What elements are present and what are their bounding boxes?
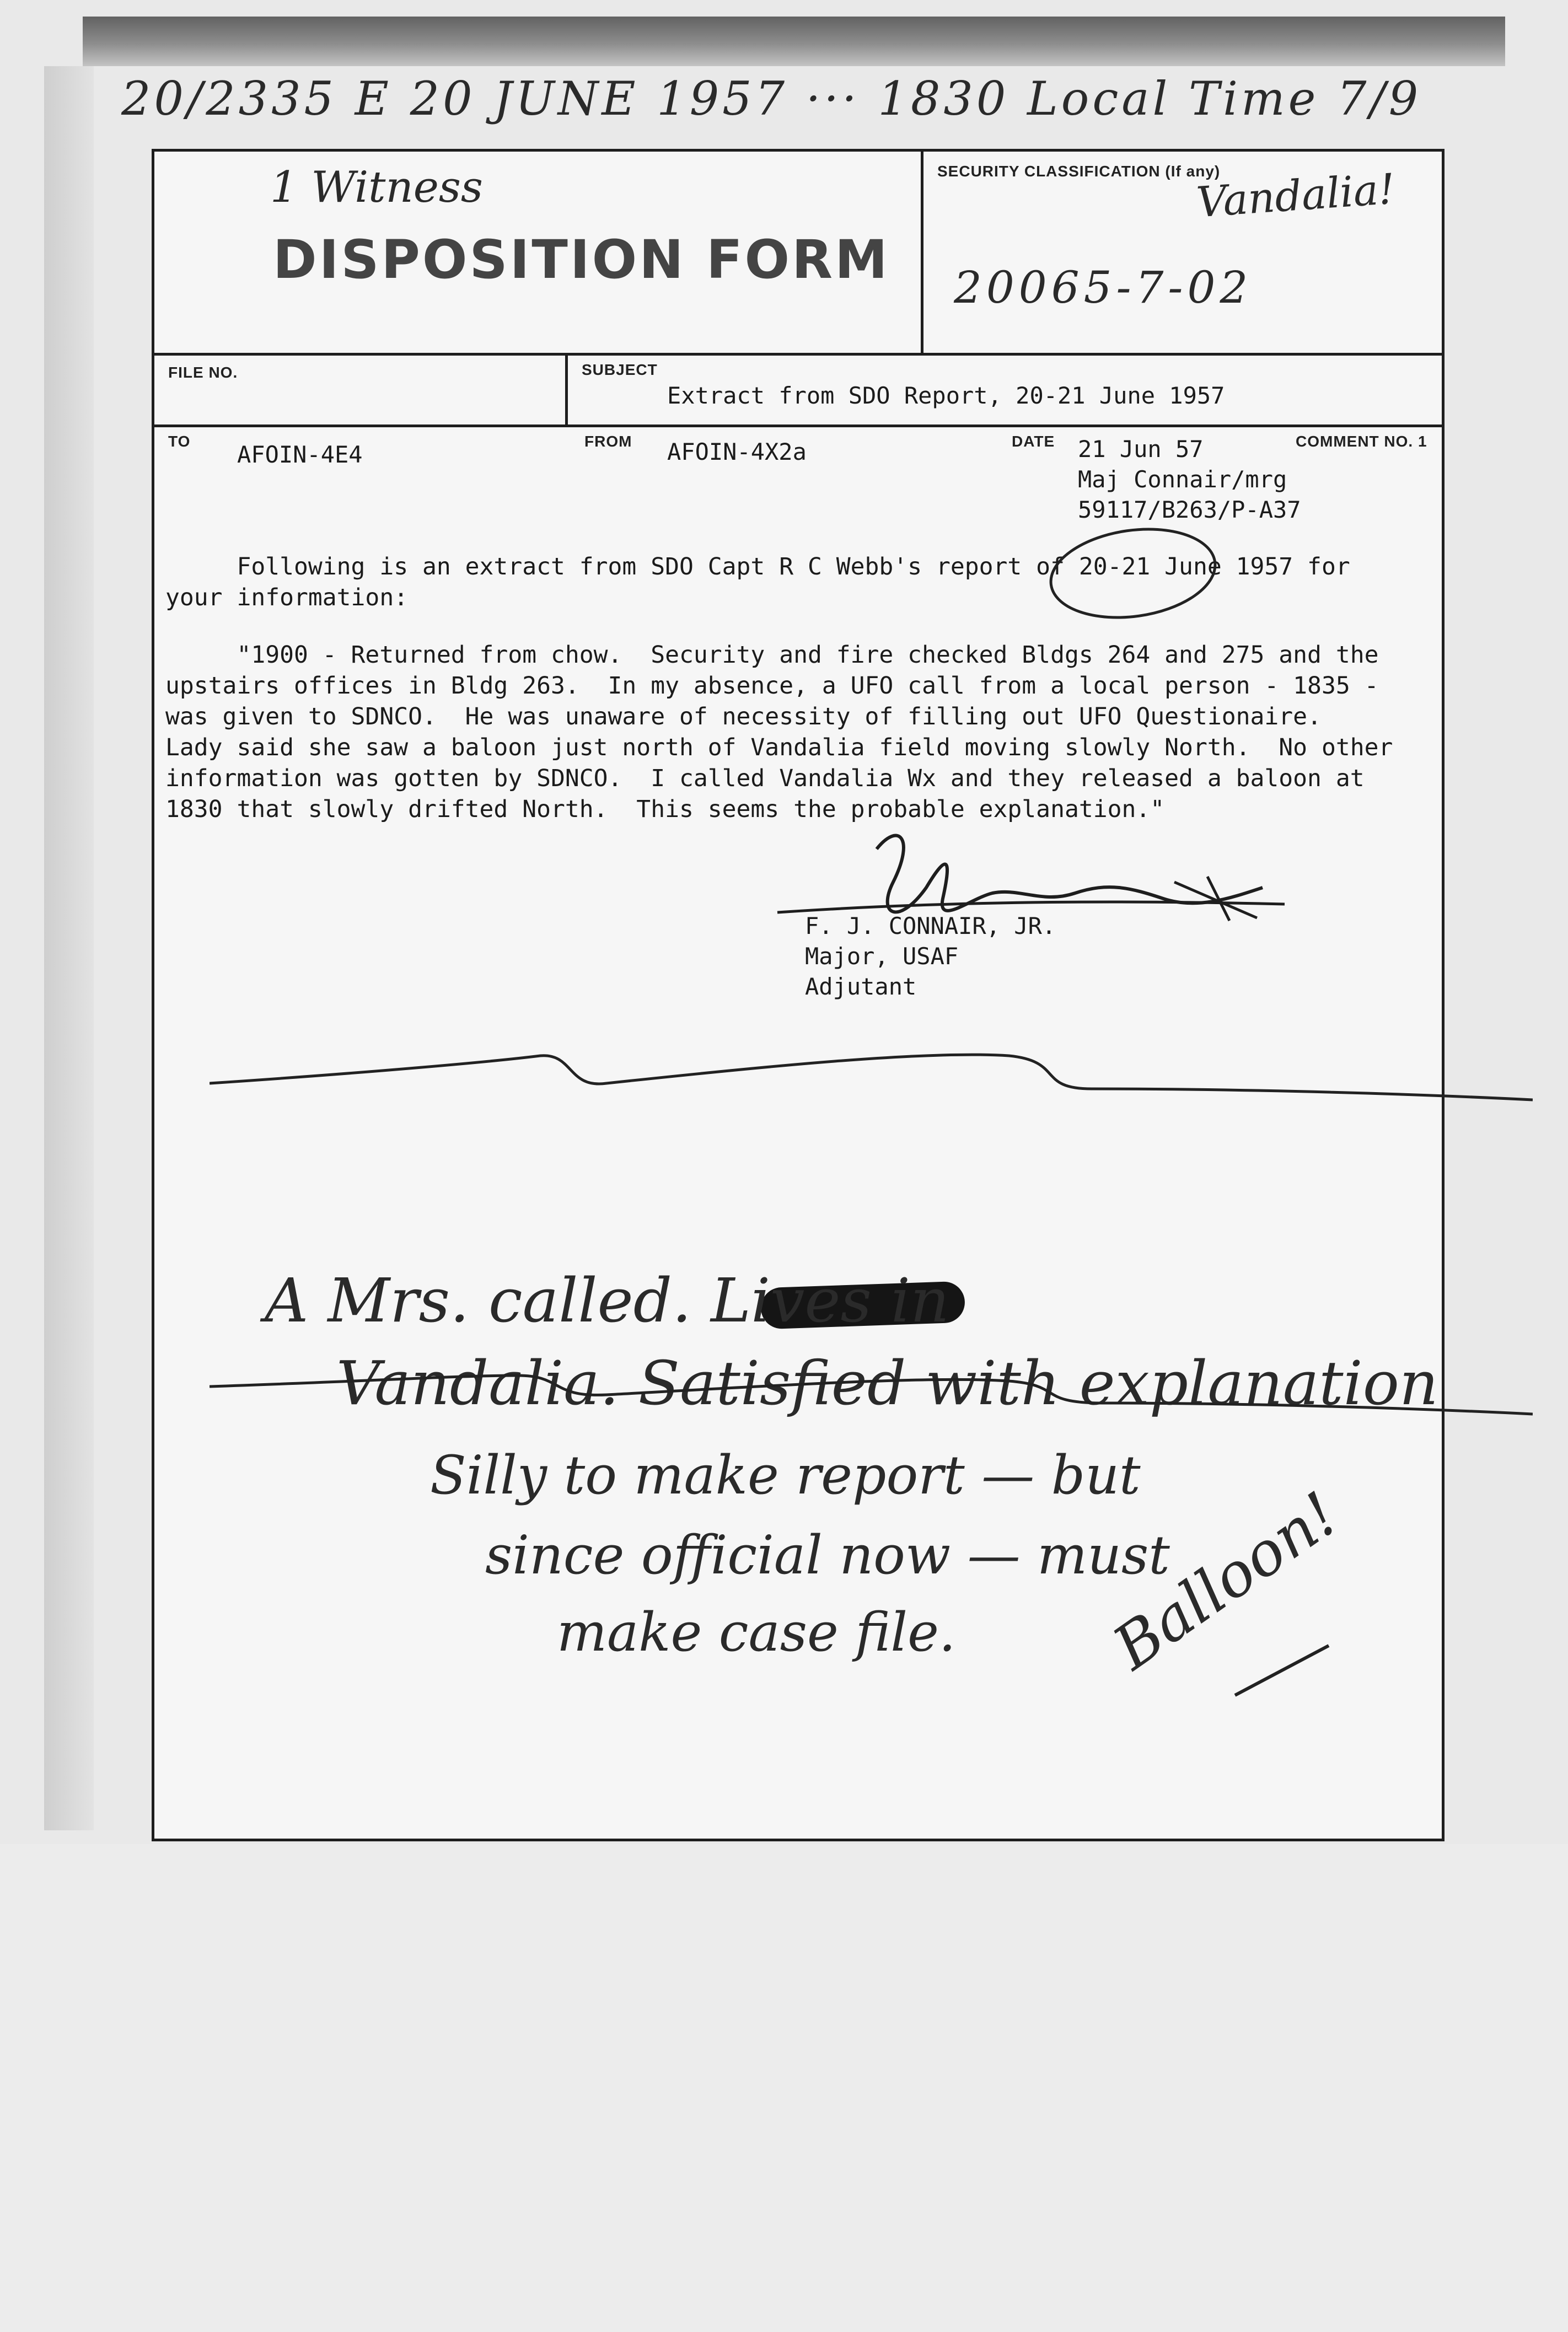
- author-line: Maj Connair/mrg: [1078, 466, 1287, 493]
- rule-1: [154, 353, 1442, 356]
- handwritten-note-line: make case file.: [557, 1602, 956, 1663]
- header-divider: [921, 152, 923, 353]
- witness-note: 1 Witness: [270, 163, 483, 212]
- comment-label: COMMENT NO. 1: [1296, 433, 1427, 450]
- wavy-separator: [210, 1342, 1533, 1420]
- scan-shadow-top: [83, 17, 1505, 66]
- quote-line: was given to SDNCO. He was unaware of necessity of filling out UFO Questionaire.: [165, 703, 1322, 730]
- signature-rank: Major, USAF: [805, 943, 959, 970]
- handwritten-note-line: Silly to make report — but: [430, 1444, 1141, 1506]
- blank-page-area: [0, 1844, 1568, 2332]
- date-value: 21 Jun 57: [1078, 436, 1204, 463]
- date-label: DATE: [1012, 433, 1055, 450]
- rule-2: [154, 425, 1442, 427]
- to-value: AFOIN-4E4: [237, 441, 363, 468]
- security-label: SECURITY CLASSIFICATION (If any): [937, 163, 1221, 180]
- security-handwritten-number: 20065-7-02: [954, 262, 1253, 313]
- handwritten-balloon-note: Balloon!: [1100, 1478, 1351, 1683]
- form-title: DISPOSITION FORM: [273, 229, 890, 291]
- handwritten-top-note: 20/2335 E 20 JUNE 1957 ··· 1830 Local Time 7/9: [121, 72, 1422, 126]
- quote-line: "1900 - Returned from chow. Security and fire checked Bldgs 264 and 275 and the: [165, 641, 1379, 669]
- intro-line-1: Following is an extract from SDO Capt R C Webb's report of 20-21 June 1957 for: [165, 553, 1350, 581]
- security-handwritten-place: Vandalia!: [1195, 164, 1397, 227]
- signature-title: Adjutant: [805, 973, 917, 1000]
- quote-line: upstairs offices in Bldg 263. In my absence, a UFO call from a local person - 1835 -: [165, 672, 1379, 700]
- subject-value: Extract from SDO Report, 20-21 June 1957: [667, 382, 1225, 409]
- file-subject-divider: [565, 353, 568, 425]
- circled-date-mark: [1042, 515, 1224, 631]
- handwritten-note-line: A Mrs. called. Lives in: [265, 1265, 949, 1336]
- from-value: AFOIN-4X2a: [667, 438, 807, 465]
- scan-shadow-left: [44, 66, 94, 1830]
- quote-line: information was gotten by SDNCO. I called Vandalia Wx and they released a baloon at: [165, 765, 1365, 792]
- signature-name: F. J. CONNAIR, JR.: [805, 912, 1056, 939]
- balloon-underline-mark: [1229, 1629, 1340, 1706]
- quote-line: Lady said she saw a baloon just north of Vandalia field moving slowly North. No other: [165, 734, 1393, 761]
- handwritten-note-line: since official now — must: [485, 1524, 1170, 1586]
- intro-line-2: your information:: [165, 584, 409, 611]
- to-label: TO: [168, 433, 191, 450]
- reference-line: 59117/B263/P-A37: [1078, 496, 1301, 523]
- subject-label: SUBJECT: [582, 361, 658, 378]
- file-label: FILE NO.: [168, 364, 238, 381]
- disposition-form: [152, 149, 1445, 1841]
- handwritten-note-line: Vandalia. Satisfied with explanation: [336, 1348, 1438, 1418]
- quote-line: 1830 that slowly drifted North. This seems the probable explanation.": [165, 796, 1165, 823]
- from-label: FROM: [584, 433, 632, 450]
- wavy-separator: [210, 1028, 1533, 1105]
